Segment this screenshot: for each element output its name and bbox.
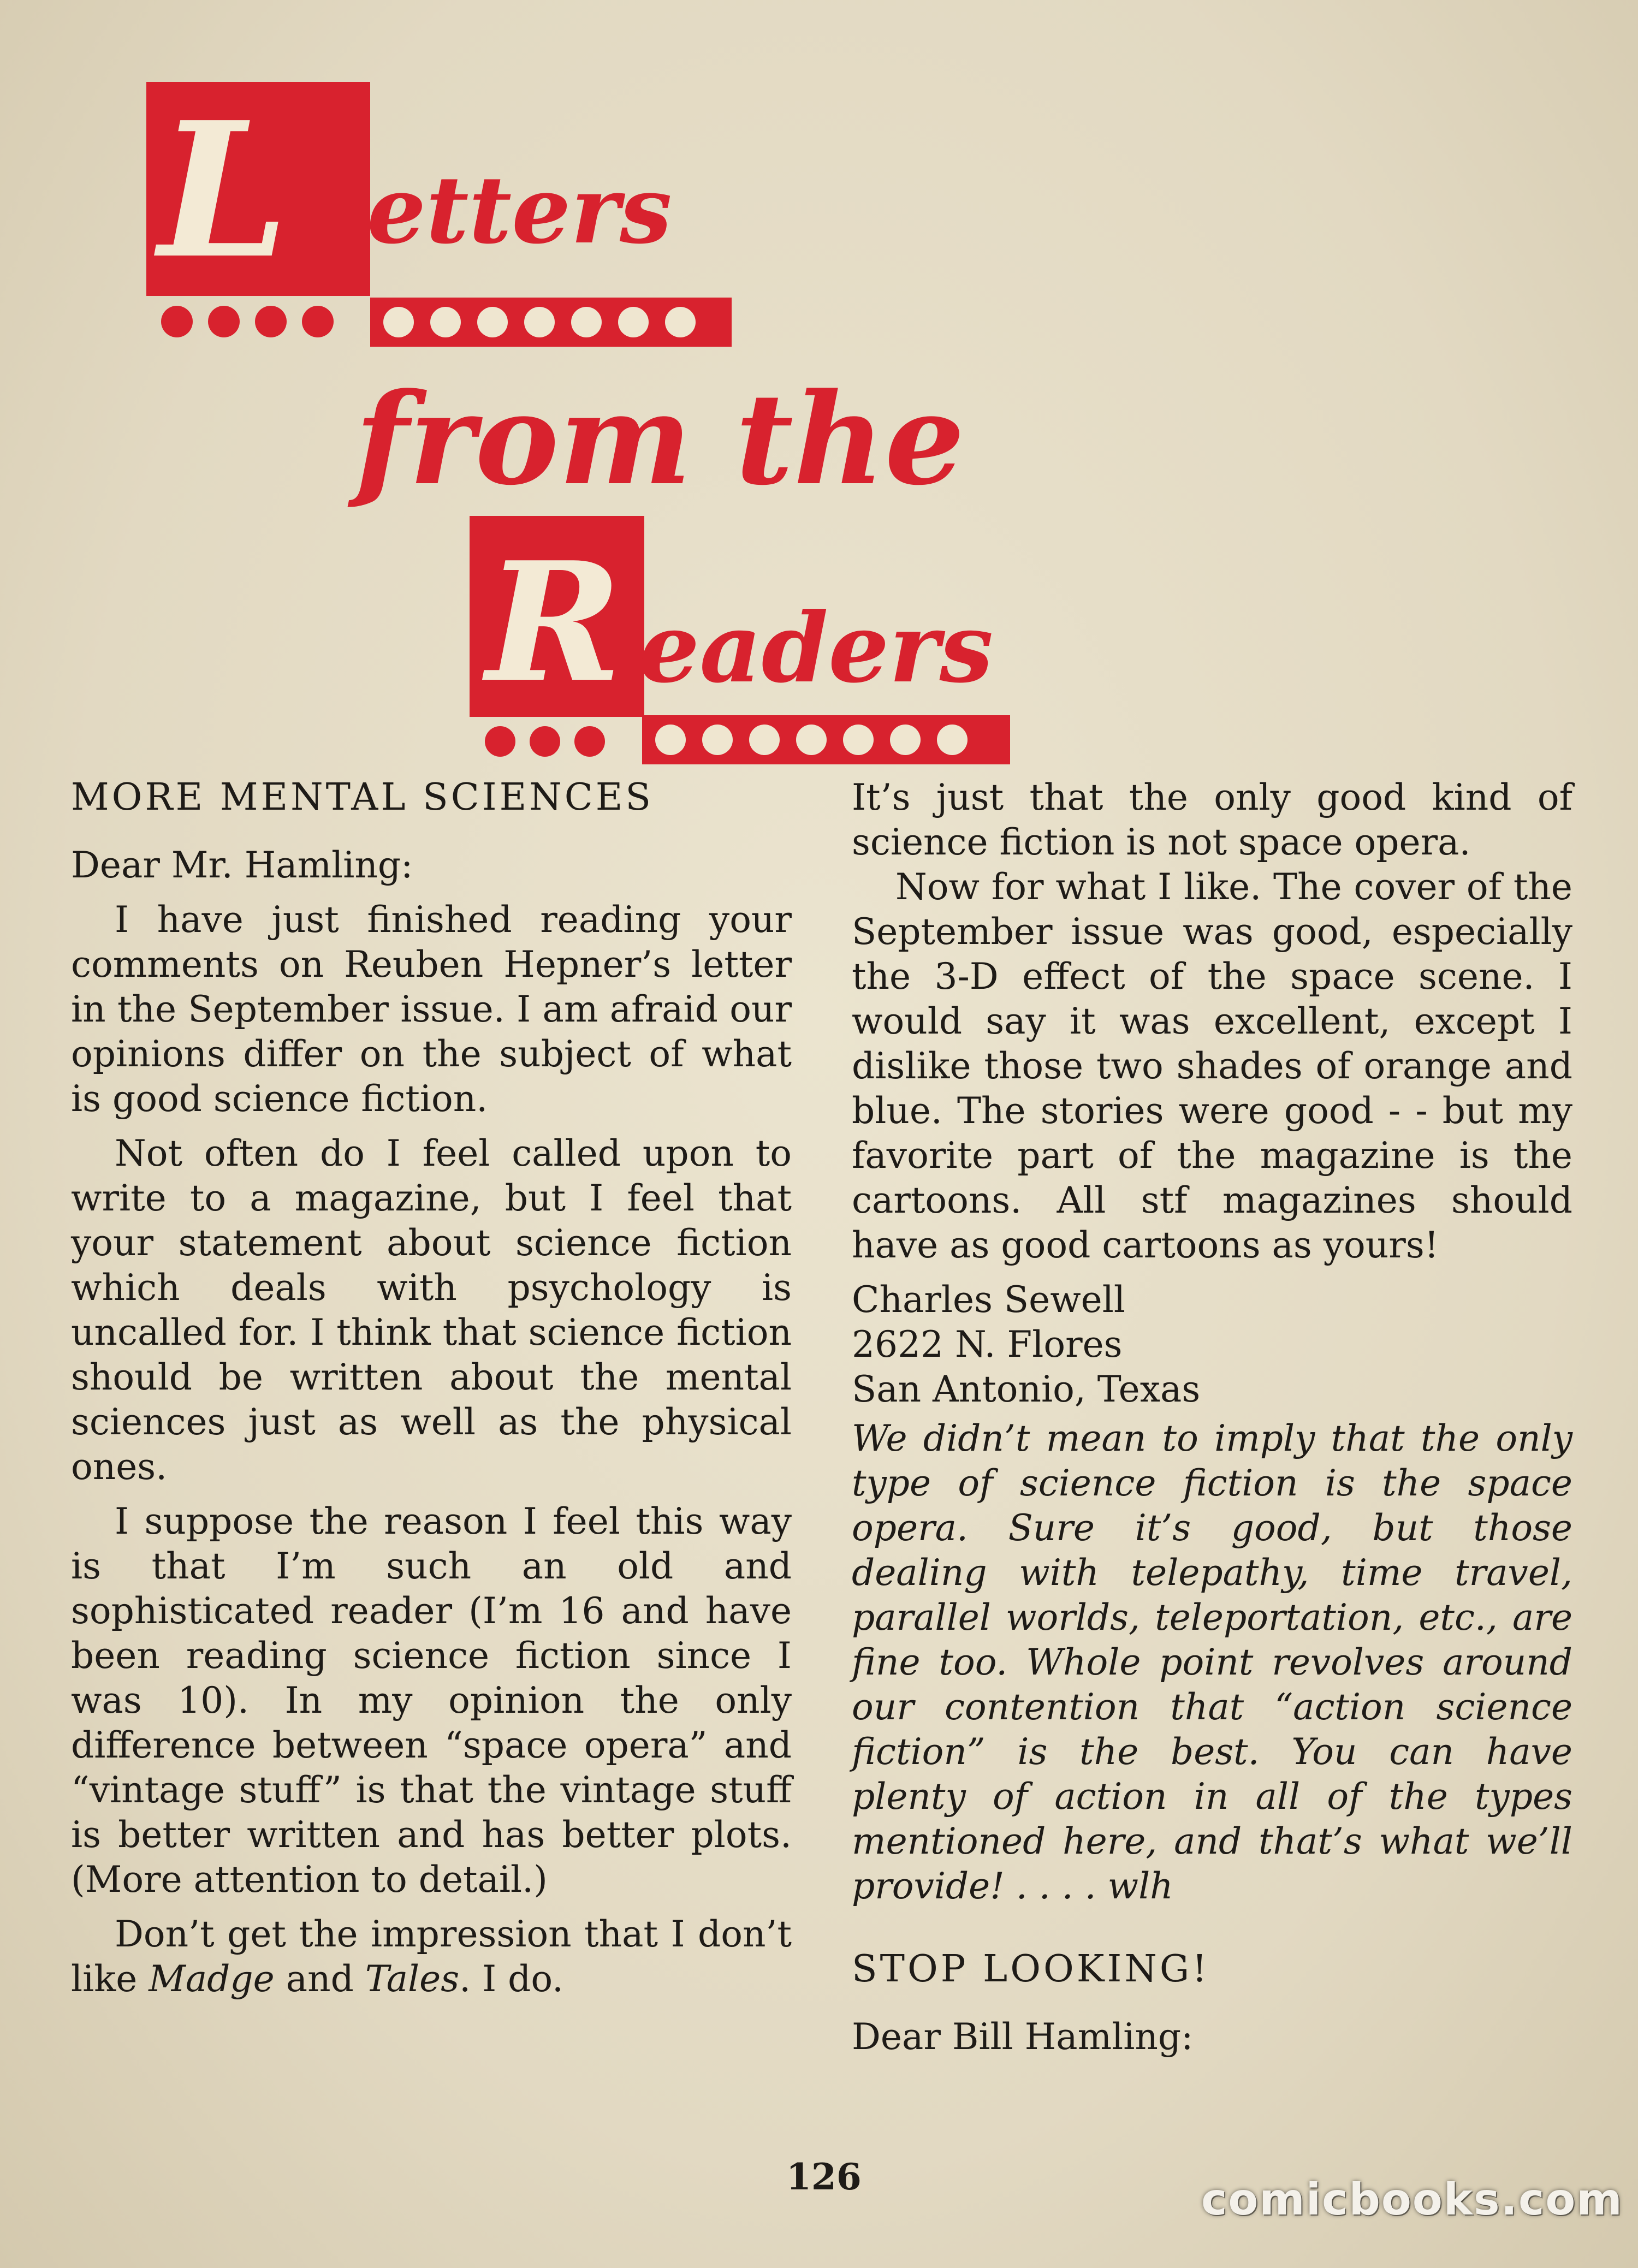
right-column [852, 775, 1572, 2059]
ornament-dot [161, 306, 193, 337]
readers-dot-bar [642, 715, 1010, 764]
ornament-dot [702, 725, 733, 755]
signature-city: San Antonio, Texas [852, 1368, 1201, 1410]
ornament-dot [477, 307, 508, 337]
ornament-dot [524, 307, 555, 337]
ornament-dot [890, 725, 921, 755]
readers-dot-row-solid [485, 726, 605, 757]
text-run: Don’t get the impression that I don’t like [71, 1913, 792, 2000]
ornament-dot [665, 307, 696, 337]
section-heading: MORE MENTAL SCIENCES [71, 776, 654, 819]
letter-paragraph: Now for what I like. The cover of the September issue was good, especially the 3-D effect of the space scene. I would say it was excellent, except I dislike those two shades of orange and blue. The stories were good - - but my favorite part of the magazine is the cartoons. All stf magazines should have as good cartoons as yours! [852, 866, 1572, 1266]
ornament-dot [749, 725, 780, 755]
salutation: Dear Bill Hamling: [852, 2016, 1194, 2058]
letters-dot-bar [370, 298, 732, 347]
text-run: . I do. [459, 1958, 563, 2000]
ornament-dot [574, 726, 605, 757]
salutation: Dear Mr. Hamling: [71, 844, 413, 886]
letter-paragraph: I have just finished reading your comments on Reuben Hepner’s letter in the September issue. I am afraid our opinions differ on the subject of what is good science fiction. [71, 899, 792, 1120]
signature-name: Charles Sewell [852, 1279, 1125, 1321]
letters-dot-row-solid [161, 306, 334, 337]
ornament-dot [485, 726, 515, 757]
readers-word: eaders [639, 592, 994, 704]
letters-word: etters [367, 156, 672, 265]
ornament-dot [796, 725, 827, 755]
ornament-dot [208, 306, 240, 337]
ornament-dot [255, 306, 287, 337]
from-the-words: from the [355, 366, 965, 513]
ornament-dot [571, 307, 602, 337]
ornament-dot [530, 726, 560, 757]
site-watermark: comicbooks.com [1201, 2174, 1623, 2225]
ornament-dot [430, 307, 461, 337]
ornament-dot [618, 307, 649, 337]
signature-block [852, 1278, 1572, 1412]
ornament-dot [843, 725, 874, 755]
page-number: 126 [786, 2156, 862, 2198]
letter-paragraph: I suppose the reason I feel this way is that I’m such an old and sophisticated reader (I’m 16 and have been reading science fiction since I was 10). In my opinion the only difference between “space opera” and “vintage stuff” is that the vintage stuff is better written and has better plots. (More attention to detail.) [71, 1500, 792, 1901]
signature-street: 2622 N. Flores [852, 1323, 1123, 1365]
letter-paragraph: Not often do I feel called upon to write to a magazine, but I feel that your statement about science fiction which deals with psychology is uncalled for. I think that science fiction should be written about the mental sciences just as well as the physical ones. [71, 1132, 792, 1488]
continued-paragraph: It’s just that the only good kind of science fiction is not space opera. [852, 776, 1572, 863]
letters-initial: L [158, 82, 289, 300]
ornament-dot [383, 307, 414, 337]
ornament-dot [655, 725, 686, 755]
readers-initial: R [486, 526, 622, 719]
letter-paragraph [71, 1912, 792, 2002]
section-heading: STOP LOOKING! [852, 1948, 1210, 1991]
ornament-dot [302, 306, 334, 337]
magazine-title-tales: Tales [365, 1958, 460, 2000]
left-column [71, 775, 792, 2011]
editor-reply: We didn’t mean to imply that the only type of science fiction is the space opera. Sure it’s good, but those dealing with telepathy, time travel, parallel worlds, teleportation, etc., are fine too. Whole point revolves around our contention that “action science fiction” is the best. You can have plenty of action in all of the types mentioned here, and that’s what we’ll provide! . . . . wlh [852, 1417, 1572, 1907]
magazine-title-madge: Madge [149, 1958, 275, 2000]
ornament-dot [937, 725, 968, 755]
text-run: and [274, 1958, 365, 2000]
